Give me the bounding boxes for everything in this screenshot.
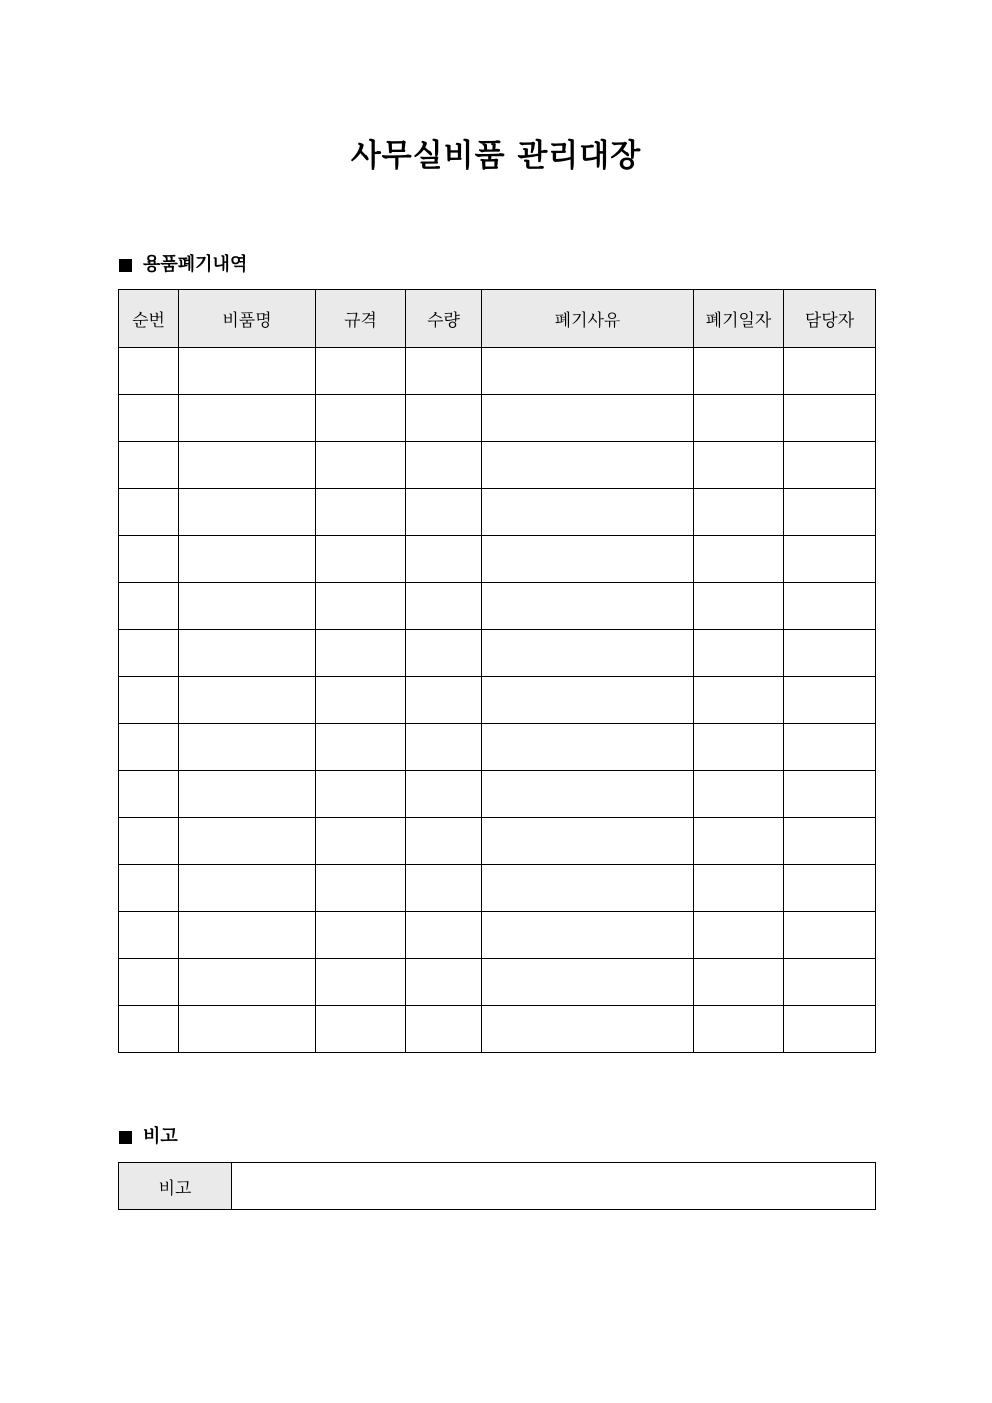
cell-disposal-reason[interactable]: [482, 959, 694, 1006]
cell-spec[interactable]: [316, 818, 406, 865]
column-header-quantity: 수량: [406, 290, 482, 348]
cell-item-name[interactable]: [179, 395, 316, 442]
cell-spec[interactable]: [316, 1006, 406, 1053]
table-row: [119, 630, 876, 677]
cell-disposal-date[interactable]: [694, 630, 784, 677]
cell-item-name[interactable]: [179, 865, 316, 912]
cell-person-in-charge[interactable]: [784, 489, 876, 536]
cell-item-name[interactable]: [179, 583, 316, 630]
cell-disposal-date[interactable]: [694, 865, 784, 912]
cell-item-name[interactable]: [179, 348, 316, 395]
table-row: [119, 771, 876, 818]
remarks-section-heading-text: 비고: [143, 1126, 178, 1147]
cell-seq[interactable]: [119, 489, 179, 536]
cell-person-in-charge[interactable]: [784, 865, 876, 912]
table-row: [119, 724, 876, 771]
cell-disposal-date[interactable]: [694, 536, 784, 583]
cell-person-in-charge[interactable]: [784, 395, 876, 442]
cell-disposal-reason[interactable]: [482, 724, 694, 771]
cell-disposal-reason[interactable]: [482, 677, 694, 724]
table-row: [119, 677, 876, 724]
cell-person-in-charge[interactable]: [784, 630, 876, 677]
cell-quantity[interactable]: [406, 442, 482, 489]
cell-item-name[interactable]: [179, 630, 316, 677]
cell-spec[interactable]: [316, 677, 406, 724]
cell-disposal-reason[interactable]: [482, 912, 694, 959]
cell-spec[interactable]: [316, 912, 406, 959]
cell-item-name[interactable]: [179, 536, 316, 583]
cell-spec[interactable]: [316, 724, 406, 771]
cell-person-in-charge[interactable]: [784, 818, 876, 865]
cell-person-in-charge[interactable]: [784, 1006, 876, 1053]
cell-item-name[interactable]: [179, 912, 316, 959]
table-row: [119, 959, 876, 1006]
page-title: 사무실비품 관리대장: [350, 138, 642, 174]
cell-item-name[interactable]: [179, 1006, 316, 1053]
square-bullet-icon: [119, 1131, 132, 1144]
table-row: [119, 348, 876, 395]
cell-quantity[interactable]: [406, 630, 482, 677]
cell-disposal-date[interactable]: [694, 818, 784, 865]
remarks-value-cell[interactable]: [232, 1163, 876, 1210]
cell-item-name[interactable]: [179, 818, 316, 865]
cell-quantity[interactable]: [406, 348, 482, 395]
cell-seq[interactable]: [119, 348, 179, 395]
cell-spec[interactable]: [316, 348, 406, 395]
cell-seq[interactable]: [119, 1006, 179, 1053]
cell-spec[interactable]: [316, 630, 406, 677]
table-row: [119, 1006, 876, 1053]
cell-disposal-date[interactable]: [694, 442, 784, 489]
table-row: [119, 489, 876, 536]
column-header-person-in-charge: 담당자: [784, 290, 876, 348]
cell-seq[interactable]: [119, 395, 179, 442]
cell-quantity[interactable]: [406, 818, 482, 865]
cell-item-name[interactable]: [179, 959, 316, 1006]
cell-seq[interactable]: [119, 583, 179, 630]
cell-disposal-date[interactable]: [694, 771, 784, 818]
table-row: [119, 912, 876, 959]
column-header-item-name: 비품명: [179, 290, 316, 348]
cell-disposal-reason[interactable]: [482, 771, 694, 818]
cell-disposal-date[interactable]: [694, 348, 784, 395]
square-bullet-icon: [119, 259, 132, 272]
cell-spec[interactable]: [316, 489, 406, 536]
cell-spec[interactable]: [316, 771, 406, 818]
table-row: [119, 442, 876, 489]
cell-disposal-reason[interactable]: [482, 818, 694, 865]
cell-seq[interactable]: [119, 818, 179, 865]
disposal-section-heading: [119, 252, 247, 278]
cell-item-name[interactable]: [179, 677, 316, 724]
cell-spec[interactable]: [316, 959, 406, 1006]
cell-seq[interactable]: [119, 536, 179, 583]
cell-disposal-date[interactable]: [694, 912, 784, 959]
cell-disposal-date[interactable]: [694, 959, 784, 1006]
cell-spec[interactable]: [316, 395, 406, 442]
cell-seq[interactable]: [119, 677, 179, 724]
cell-disposal-reason[interactable]: [482, 442, 694, 489]
cell-item-name[interactable]: [179, 771, 316, 818]
cell-seq[interactable]: [119, 442, 179, 489]
cell-person-in-charge[interactable]: [784, 583, 876, 630]
cell-quantity[interactable]: [406, 771, 482, 818]
cell-quantity[interactable]: [406, 536, 482, 583]
cell-disposal-date[interactable]: [694, 583, 784, 630]
cell-disposal-reason[interactable]: [482, 630, 694, 677]
cell-disposal-reason[interactable]: [482, 395, 694, 442]
column-header-seq: 순번: [119, 290, 179, 348]
cell-seq[interactable]: [119, 630, 179, 677]
cell-person-in-charge[interactable]: [784, 442, 876, 489]
column-header-disposal-reason: 폐기사유: [482, 290, 694, 348]
table-row: [119, 583, 876, 630]
cell-disposal-reason[interactable]: [482, 536, 694, 583]
cell-disposal-date[interactable]: [694, 724, 784, 771]
cell-quantity[interactable]: [406, 489, 482, 536]
cell-person-in-charge[interactable]: [784, 959, 876, 1006]
cell-spec[interactable]: [316, 583, 406, 630]
cell-person-in-charge[interactable]: [784, 536, 876, 583]
cell-quantity[interactable]: [406, 583, 482, 630]
cell-seq[interactable]: [119, 724, 179, 771]
cell-item-name[interactable]: [179, 489, 316, 536]
table-row: [119, 865, 876, 912]
remarks-row: [119, 1163, 876, 1210]
cell-spec[interactable]: [316, 865, 406, 912]
cell-disposal-reason[interactable]: [482, 1006, 694, 1053]
cell-quantity[interactable]: [406, 959, 482, 1006]
table-header-row: [119, 290, 876, 348]
cell-disposal-reason[interactable]: [482, 865, 694, 912]
cell-item-name[interactable]: [179, 724, 316, 771]
cell-spec[interactable]: [316, 536, 406, 583]
cell-disposal-date[interactable]: [694, 489, 784, 536]
column-header-spec: 규격: [316, 290, 406, 348]
cell-disposal-reason[interactable]: [482, 348, 694, 395]
cell-person-in-charge[interactable]: [784, 724, 876, 771]
cell-quantity[interactable]: [406, 724, 482, 771]
cell-seq[interactable]: [119, 959, 179, 1006]
cell-item-name[interactable]: [179, 442, 316, 489]
cell-quantity[interactable]: [406, 865, 482, 912]
cell-spec[interactable]: [316, 442, 406, 489]
cell-seq[interactable]: [119, 912, 179, 959]
cell-disposal-date[interactable]: [694, 677, 784, 724]
cell-quantity[interactable]: [406, 912, 482, 959]
cell-person-in-charge[interactable]: [784, 348, 876, 395]
cell-seq[interactable]: [119, 771, 179, 818]
table-row: [119, 395, 876, 442]
remarks-section-heading: [119, 1124, 178, 1150]
cell-quantity[interactable]: [406, 1006, 482, 1053]
cell-person-in-charge[interactable]: [784, 771, 876, 818]
cell-disposal-date[interactable]: [694, 395, 784, 442]
cell-disposal-reason[interactable]: [482, 583, 694, 630]
cell-disposal-date[interactable]: [694, 1006, 784, 1053]
disposal-section-heading-text: 용품폐기내역: [143, 254, 248, 275]
cell-person-in-charge[interactable]: [784, 912, 876, 959]
cell-seq[interactable]: [119, 865, 179, 912]
cell-disposal-reason[interactable]: [482, 489, 694, 536]
cell-quantity[interactable]: [406, 677, 482, 724]
cell-person-in-charge[interactable]: [784, 677, 876, 724]
remarks-label: 비고: [119, 1163, 232, 1210]
disposal-table: [118, 289, 876, 1053]
table-row: [119, 536, 876, 583]
remarks-table: [118, 1162, 876, 1210]
column-header-disposal-date: 폐기일자: [694, 290, 784, 348]
cell-quantity[interactable]: [406, 395, 482, 442]
table-row: [119, 818, 876, 865]
